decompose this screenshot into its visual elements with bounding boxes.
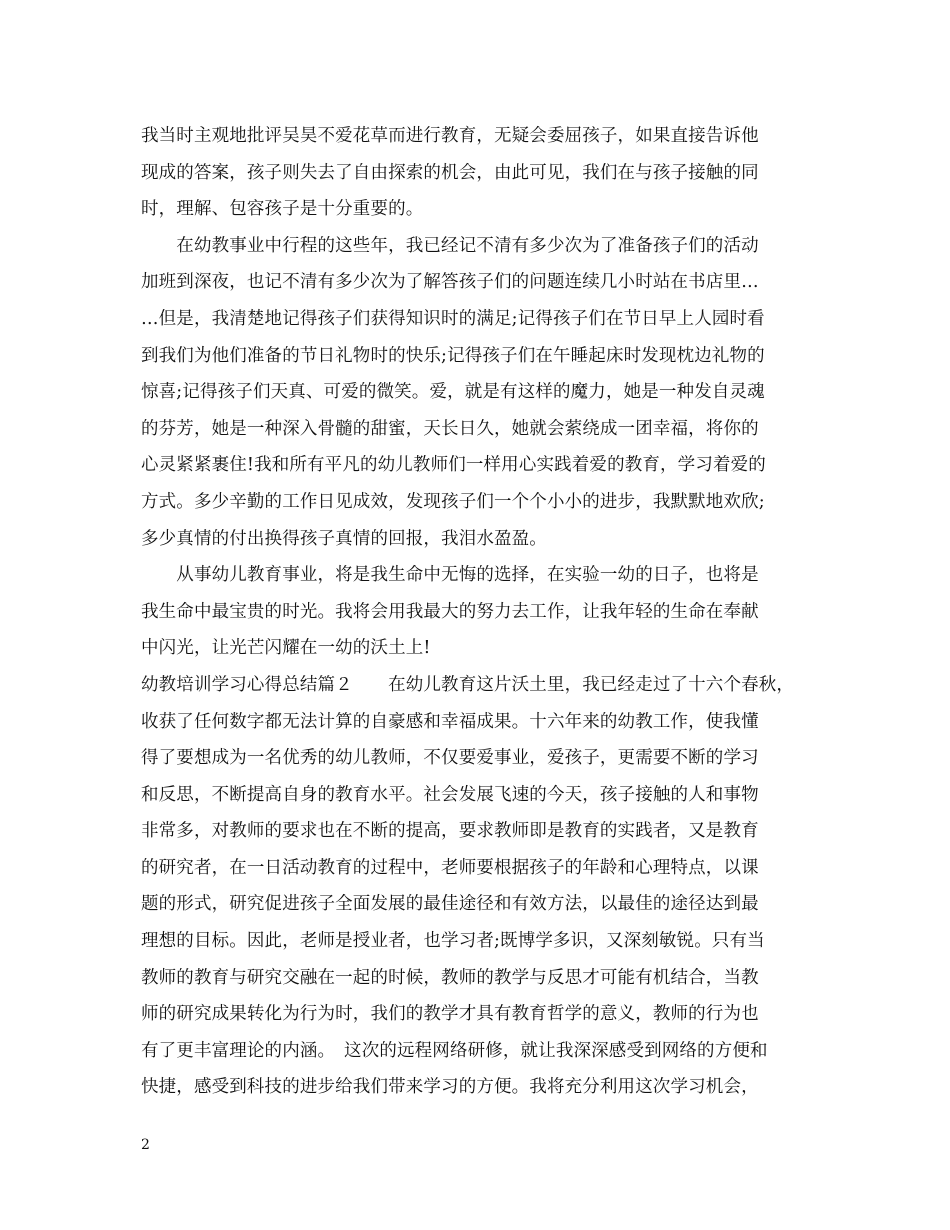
text-line: 从事幼儿教育事业，将是我生命中无悔的选择，在实验一幼的日子，也将是 [141, 565, 759, 586]
body-text [141, 118, 821, 1106]
text-line: 在幼教事业中行程的这些年，我已经记不清有多少次为了准备孩子们的活动 [141, 235, 759, 256]
text-line: 有了更丰富理论的内涵。 这次的远程网络研修，就让我深深感受到网络的方便和 [141, 1040, 768, 1061]
text-line: 收获了任何数字都无法计算的自豪感和幸福成果。十六年来的幼教工作，使我懂 [141, 711, 759, 732]
text-line: 我当时主观地批评吴昊不爱花草而进行教育，无疑会委屈孩子，如果直接告诉他 [141, 126, 759, 146]
text-line: 我生命中最宝贵的时光。我将会用我最大的努力去工作，让我年轻的生命在奉献 [141, 601, 759, 622]
text-line: 教师的教育与研究交融在一起的时候，教师的教学与反思才可能有机结合，当教 [141, 967, 759, 988]
text-line: 非常多，对教师的要求也在不断的提高，要求教师即是教育的实践者，又是教育 [141, 821, 759, 842]
text-line: 到我们为他们准备的节日礼物时的快乐;记得孩子们在午睡起床时发现枕边礼物的 [141, 345, 765, 366]
text-line: 惊喜;记得孩子们天真、可爱的微笑。爱，就是有这样的魔力，她是一种发自灵魂 [141, 382, 765, 403]
section-heading-line: 幼教培训学习心得总结篇２ 在幼儿教育这片沃土里，我已经走过了十六个春秋， [141, 674, 795, 695]
page-number: 2 [141, 1137, 150, 1153]
text-line: 方式。多少辛勤的工作日见成效，发现孩子们一个个小小的进步，我默默地欢欣; [141, 491, 765, 512]
text-line: 和反思，不断提高自身的教育水平。社会发展飞速的今天，孩子接触的人和事物 [141, 784, 759, 805]
text-line: 的研究者，在一日活动教育的过程中，老师要根据孩子的年龄和心理特点，以课 [141, 857, 759, 878]
text-line: 的芬芳，她是一种深入骨髓的甜蜜，天长日久，她就会萦绕成一团幸福，将你的 [141, 418, 759, 439]
text-line: 师的研究成果转化为行为时，我们的教学才具有教育哲学的意义，教师的行为也 [141, 1004, 759, 1025]
text-line: 中闪光，让光芒闪耀在一幼的沃土上! [141, 638, 431, 659]
text-line: 加班到深夜，也记不清有多少次为了解答孩子们的问题连续几小时站在书店里… [141, 272, 759, 293]
text-line: 题的形式，研究促进孩子全面发展的最佳途径和有效方法，以最佳的途径达到最 [141, 894, 759, 915]
text-line: 时，理解、包容孩子是十分重要的。 [141, 199, 424, 220]
text-line: 现成的答案，孩子则失去了自由探索的机会，由此可见，我们在与孩子接触的同 [141, 162, 759, 183]
text-line: 得了要想成为一名优秀的幼儿教师，不仅要爱事业，爱孩子，更需要不断的学习 [141, 748, 759, 769]
text-line: 多少真情的付出换得孩子真情的回报，我泪水盈盈。 [141, 528, 547, 549]
text-line: 快捷，感受到科技的进步给我们带来学习的方便。我将充分利用这次学习机会， [141, 1077, 759, 1098]
text-line: 心灵紧紧裹住!我和所有平凡的幼儿教师们一样用心实践着爱的教育，学习着爱的 [141, 455, 766, 476]
text-line: 理想的目标。因此，老师是授业者，也学习者;既博学多识，又深刻敏锐。只有当 [141, 931, 765, 952]
text-line: …但是，我清楚地记得孩子们获得知识时的满足;记得孩子们在节日早上人园时看 [141, 308, 765, 329]
